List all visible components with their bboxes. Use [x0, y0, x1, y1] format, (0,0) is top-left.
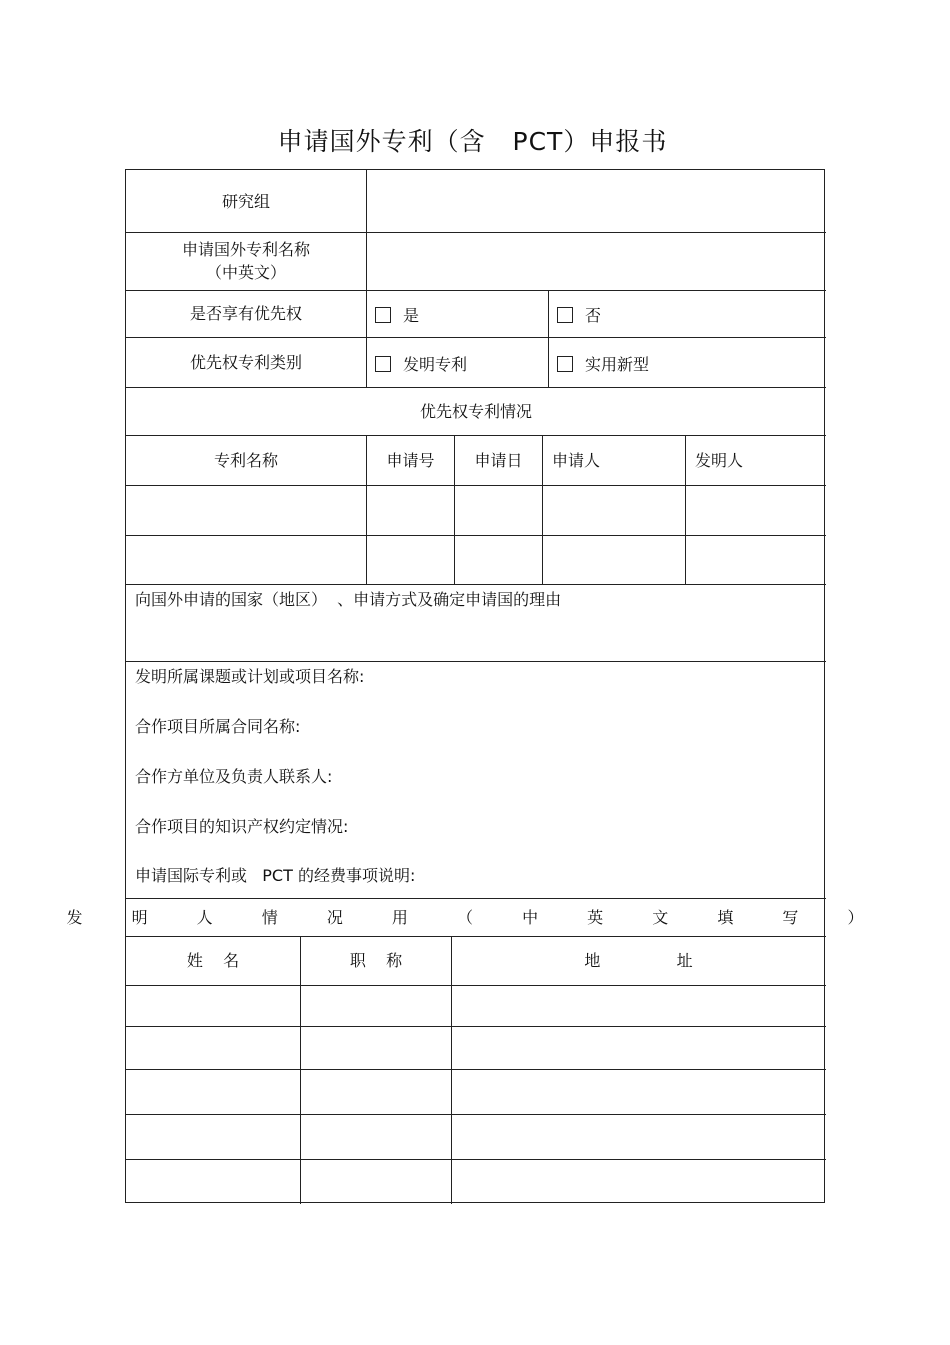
type-invention-checkbox[interactable]	[375, 352, 467, 375]
table-cell[interactable]	[301, 1159, 451, 1203]
page-title: 申请国外专利（含 PCT）申报书	[277, 127, 668, 156]
type-utility-checkbox[interactable]	[557, 352, 649, 375]
application-form	[66, 169, 886, 1203]
checkbox-square-icon	[557, 307, 573, 323]
table-cell[interactable]	[686, 535, 825, 584]
type-invention-label: 发明专利	[403, 355, 468, 374]
col-header-application-no: 申请号	[386, 450, 435, 470]
col-header-title: 职 称	[349, 951, 403, 970]
info-line-pct-funding: 申请国际专利或 PCT 的经费事项说明:	[135, 866, 416, 885]
inventor-section-header	[66, 898, 886, 936]
patent-name-label-line1: 申请国外专利名称	[181, 240, 310, 259]
col-header-address: 地 址	[584, 951, 693, 970]
patent-name-label-line2: （中英文）	[205, 263, 286, 282]
countries-label: 向国外申请的国家（地区） 、申请方式及确定申请国的理由	[135, 590, 562, 609]
col-header-inventor: 发明人	[695, 450, 744, 470]
patent-name-field[interactable]	[367, 232, 825, 290]
col-header-application-date: 申请日	[474, 450, 523, 470]
table-cell[interactable]	[126, 1159, 300, 1203]
table-cell[interactable]	[543, 485, 685, 535]
table-cell[interactable]	[455, 535, 542, 584]
checkbox-square-icon	[557, 356, 573, 372]
priority-yes-checkbox[interactable]	[375, 303, 419, 326]
table-cell[interactable]	[126, 985, 300, 1026]
table-cell[interactable]	[452, 985, 825, 1026]
priority-yes-label: 是	[403, 306, 420, 325]
table-cell[interactable]	[126, 1026, 300, 1069]
info-line-ip-agreement: 合作项目的知识产权约定情况:	[135, 817, 349, 836]
table-cell[interactable]	[301, 1114, 451, 1159]
info-line-partner-contact: 合作方单位及负责人联系人:	[135, 767, 333, 786]
table-cell[interactable]	[126, 535, 366, 584]
table-cell[interactable]	[301, 1069, 451, 1114]
row-divider	[126, 584, 826, 585]
priority-type-label: 优先权专利类别	[189, 352, 302, 372]
col-header-patent-name: 专利名称	[213, 450, 278, 470]
table-cell[interactable]	[452, 1114, 825, 1159]
inventor-section-header-text: 发 明 人 情 况 用 （ 中 英 文 填 写 ）	[66, 907, 886, 927]
table-cell[interactable]	[452, 1026, 825, 1069]
research-group-label: 研究组	[221, 191, 270, 211]
col-header-name: 姓 名	[186, 951, 240, 970]
table-cell[interactable]	[301, 1026, 451, 1069]
checkbox-square-icon	[375, 356, 391, 372]
table-cell[interactable]	[686, 485, 825, 535]
priority-no-label: 否	[585, 306, 602, 325]
research-group-field[interactable]	[367, 170, 825, 232]
table-cell[interactable]	[452, 1069, 825, 1114]
table-cell[interactable]	[126, 1069, 300, 1114]
priority-status-header: 优先权专利情况	[419, 401, 532, 421]
type-utility-label: 实用新型	[585, 355, 650, 374]
table-cell[interactable]	[543, 535, 685, 584]
row-divider	[126, 661, 826, 662]
table-cell[interactable]	[301, 985, 451, 1026]
priority-label: 是否享有优先权	[189, 304, 302, 323]
patent-name-label	[126, 232, 366, 290]
info-line-contract-name: 合作项目所属合同名称:	[135, 717, 301, 736]
table-cell[interactable]	[455, 485, 542, 535]
table-cell[interactable]	[126, 1114, 300, 1159]
table-cell[interactable]	[367, 485, 454, 535]
priority-no-checkbox[interactable]	[557, 303, 601, 326]
col-divider	[548, 290, 549, 387]
table-cell[interactable]	[126, 485, 366, 535]
table-cell[interactable]	[452, 1159, 825, 1203]
col-header-applicant: 申请人	[552, 450, 601, 470]
info-line-project-name: 发明所属课题或计划或项目名称:	[135, 667, 365, 686]
checkbox-square-icon	[375, 307, 391, 323]
table-cell[interactable]	[367, 535, 454, 584]
